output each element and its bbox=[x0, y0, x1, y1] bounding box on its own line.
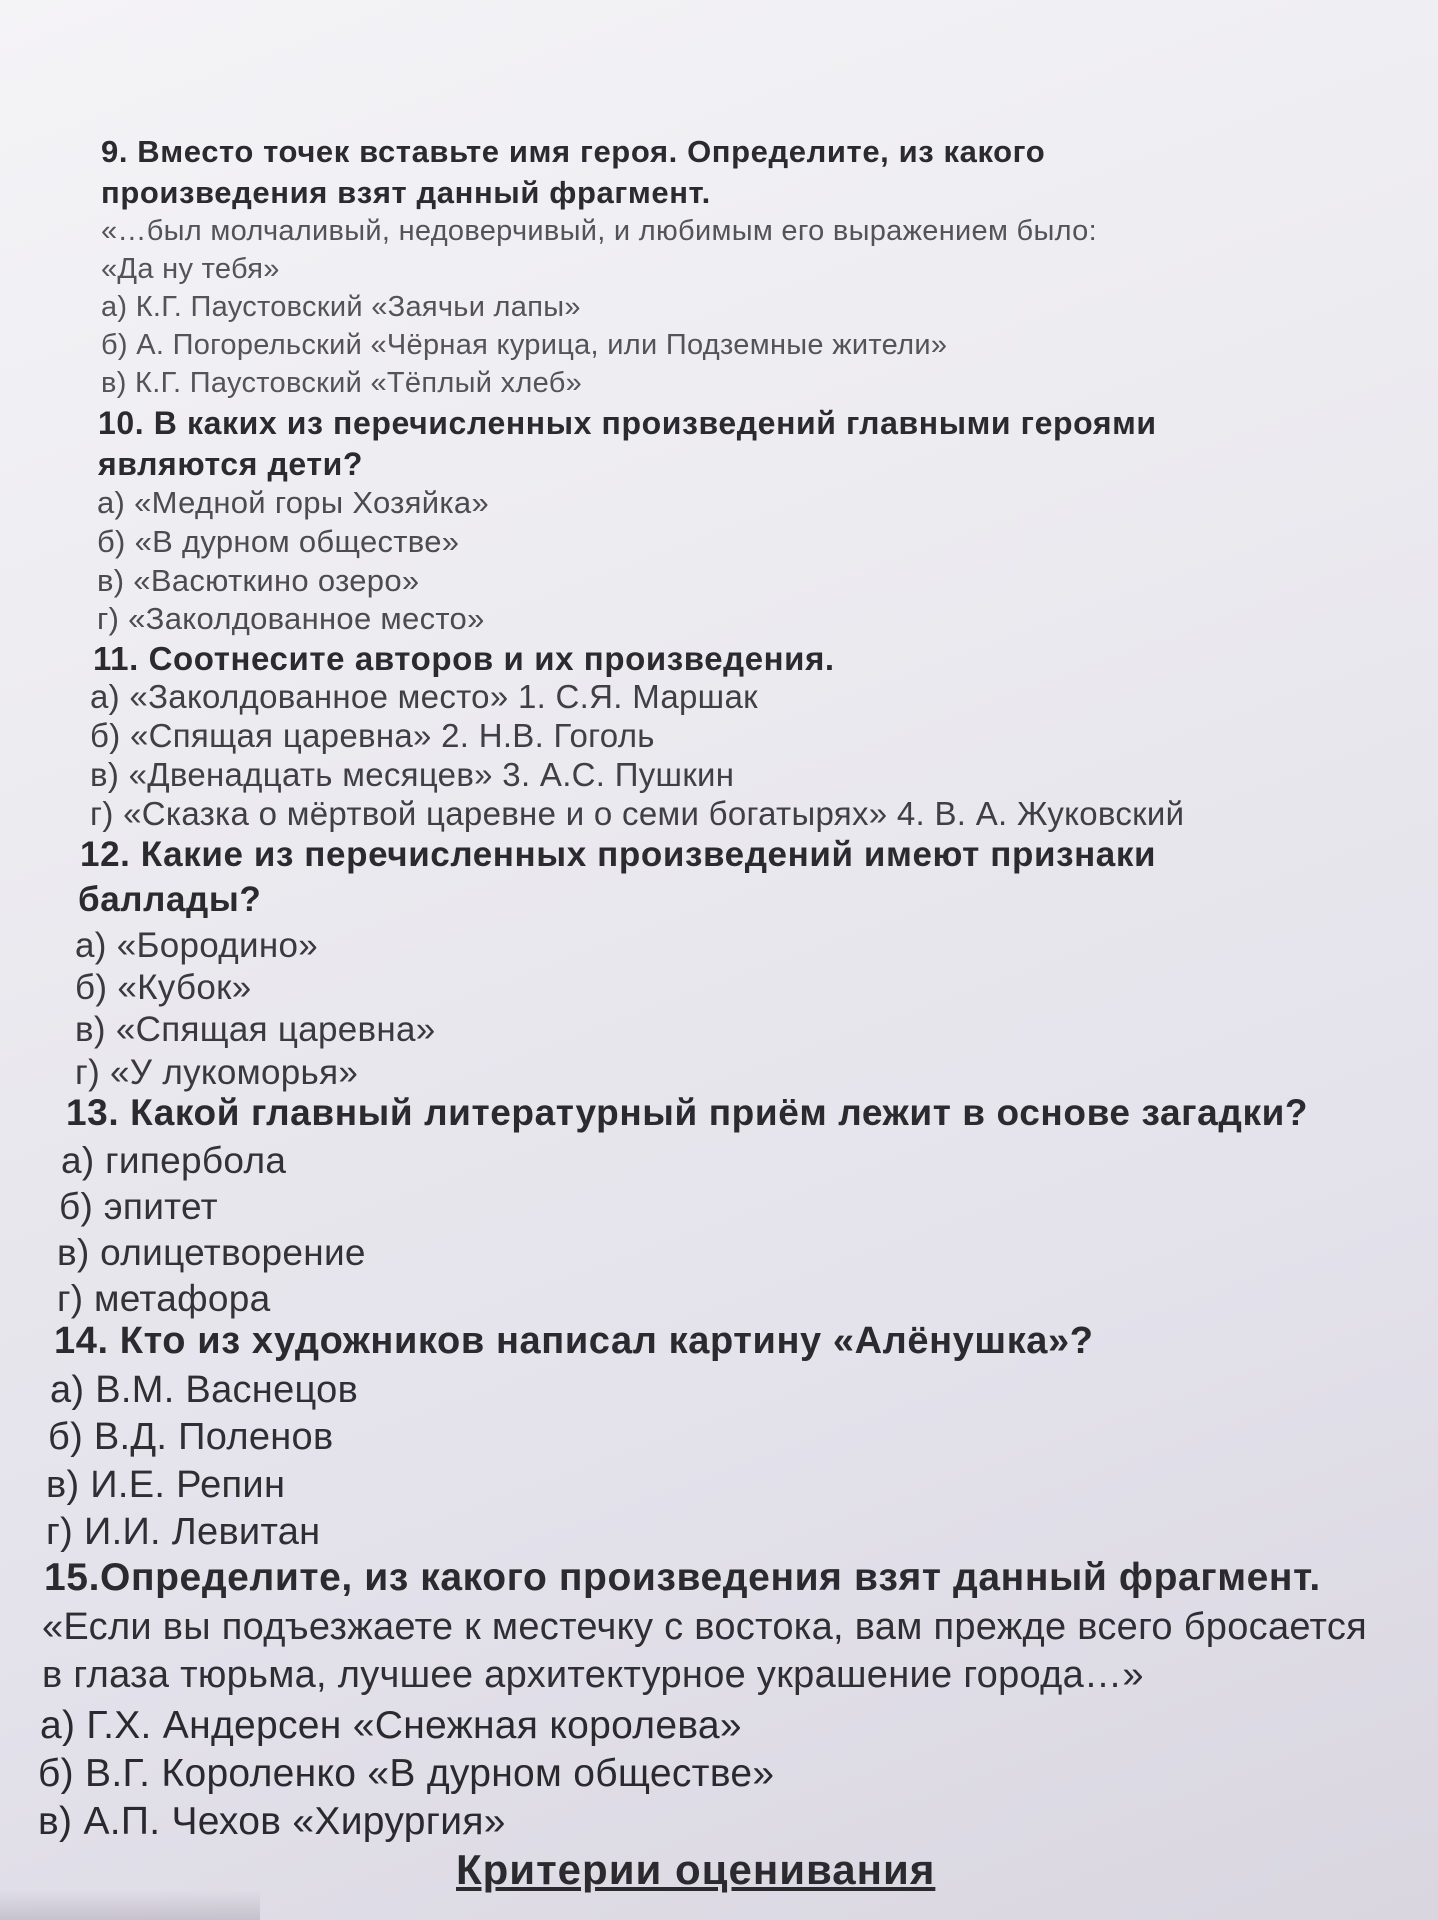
q11-option-a: а) «Заколдованное место» 1. С.Я. Маршак bbox=[90, 678, 758, 715]
q14-title: 14. Кто из художников написал картину «Алёнушка»? bbox=[54, 1320, 1094, 1362]
q9-title-line1: 9. Вместо точек вставьте имя героя. Определите, из какого bbox=[101, 134, 1046, 169]
q14-option-a: а) В.М. Васнецов bbox=[50, 1369, 359, 1411]
q9-title-line2: произведения взят данный фрагмент. bbox=[101, 175, 711, 210]
q10-option-c: в) «Васюткино озеро» bbox=[97, 563, 420, 598]
q12-title-line2: баллады? bbox=[78, 880, 262, 919]
q13-option-d: г) метафора bbox=[57, 1278, 271, 1319]
page-shadow bbox=[0, 1890, 260, 1920]
q14-option-d: г) И.И. Левитан bbox=[46, 1511, 321, 1553]
q10-option-b: б) «В дурном обществе» bbox=[97, 524, 460, 559]
q11-option-d: г) «Сказка о мёртвой царевне и о семи богатырях» 4. В. А. Жуковский bbox=[90, 795, 1185, 832]
grading-criteria-heading: Критерии оценивания bbox=[456, 1846, 936, 1893]
q15-quote-line2: в глаза тюрьма, лучшее архитектурное украшение города…» bbox=[42, 1654, 1144, 1696]
q9-option-c: в) К.Г. Паустовский «Тёплый хлеб» bbox=[101, 367, 583, 399]
q11-option-c: в) «Двенадцать месяцев» 3. А.С. Пушкин bbox=[90, 756, 735, 793]
q9-quote-line2: «Да ну тебя» bbox=[101, 253, 280, 285]
q10-title-line2: являются дети? bbox=[98, 446, 364, 482]
q15-title: 15.Определите, из какого произведения взят данный фрагмент. bbox=[44, 1556, 1321, 1599]
q10-option-d: г) «Заколдованное место» bbox=[97, 601, 485, 636]
q15-option-b: б) В.Г. Короленко «В дурном обществе» bbox=[38, 1752, 775, 1795]
q12-option-a: а) «Бородино» bbox=[75, 926, 319, 965]
q9-option-b: б) А. Погорельский «Чёрная курица, или Подземные жители» bbox=[101, 329, 948, 361]
q12-option-b: б) «Кубок» bbox=[75, 968, 252, 1007]
q9-option-a: а) К.Г. Паустовский «Заячьи лапы» bbox=[101, 291, 581, 323]
q13-option-b: б) эпитет bbox=[59, 1186, 218, 1227]
q14-option-b: б) В.Д. Поленов bbox=[48, 1416, 334, 1458]
q15-option-a: а) Г.Х. Андерсен «Снежная королева» bbox=[40, 1704, 742, 1747]
q14-option-c: в) И.Е. Репин bbox=[46, 1464, 286, 1506]
q10-title-line1: 10. В каких из перечисленных произведений главными героями bbox=[98, 405, 1157, 441]
q13-option-c: в) олицетворение bbox=[57, 1232, 366, 1273]
q13-option-a: а) гипербола bbox=[61, 1140, 287, 1181]
q13-title: 13. Какой главный литературный приём лежит в основе загадки? bbox=[66, 1092, 1309, 1133]
q15-option-c: в) А.П. Чехов «Хирургия» bbox=[38, 1800, 506, 1843]
q11-option-b: б) «Спящая царевна» 2. Н.В. Гоголь bbox=[90, 717, 655, 754]
q9-quote-line1: «…был молчаливый, недоверчивый, и любимым его выражением было: bbox=[101, 215, 1097, 247]
q11-title: 11. Соотнесите авторов и их произведения. bbox=[93, 640, 835, 677]
q12-option-d: г) «У лукоморья» bbox=[75, 1053, 359, 1092]
q10-option-a: а) «Медной горы Хозяйка» bbox=[97, 485, 489, 520]
q12-title-line1: 12. Какие из перечисленных произведений имеют признаки bbox=[80, 835, 1157, 874]
q12-option-c: в) «Спящая царевна» bbox=[75, 1010, 436, 1049]
q15-quote-line1: «Если вы подъезжаете к местечку с востока, вам прежде всего бросается bbox=[42, 1606, 1368, 1648]
